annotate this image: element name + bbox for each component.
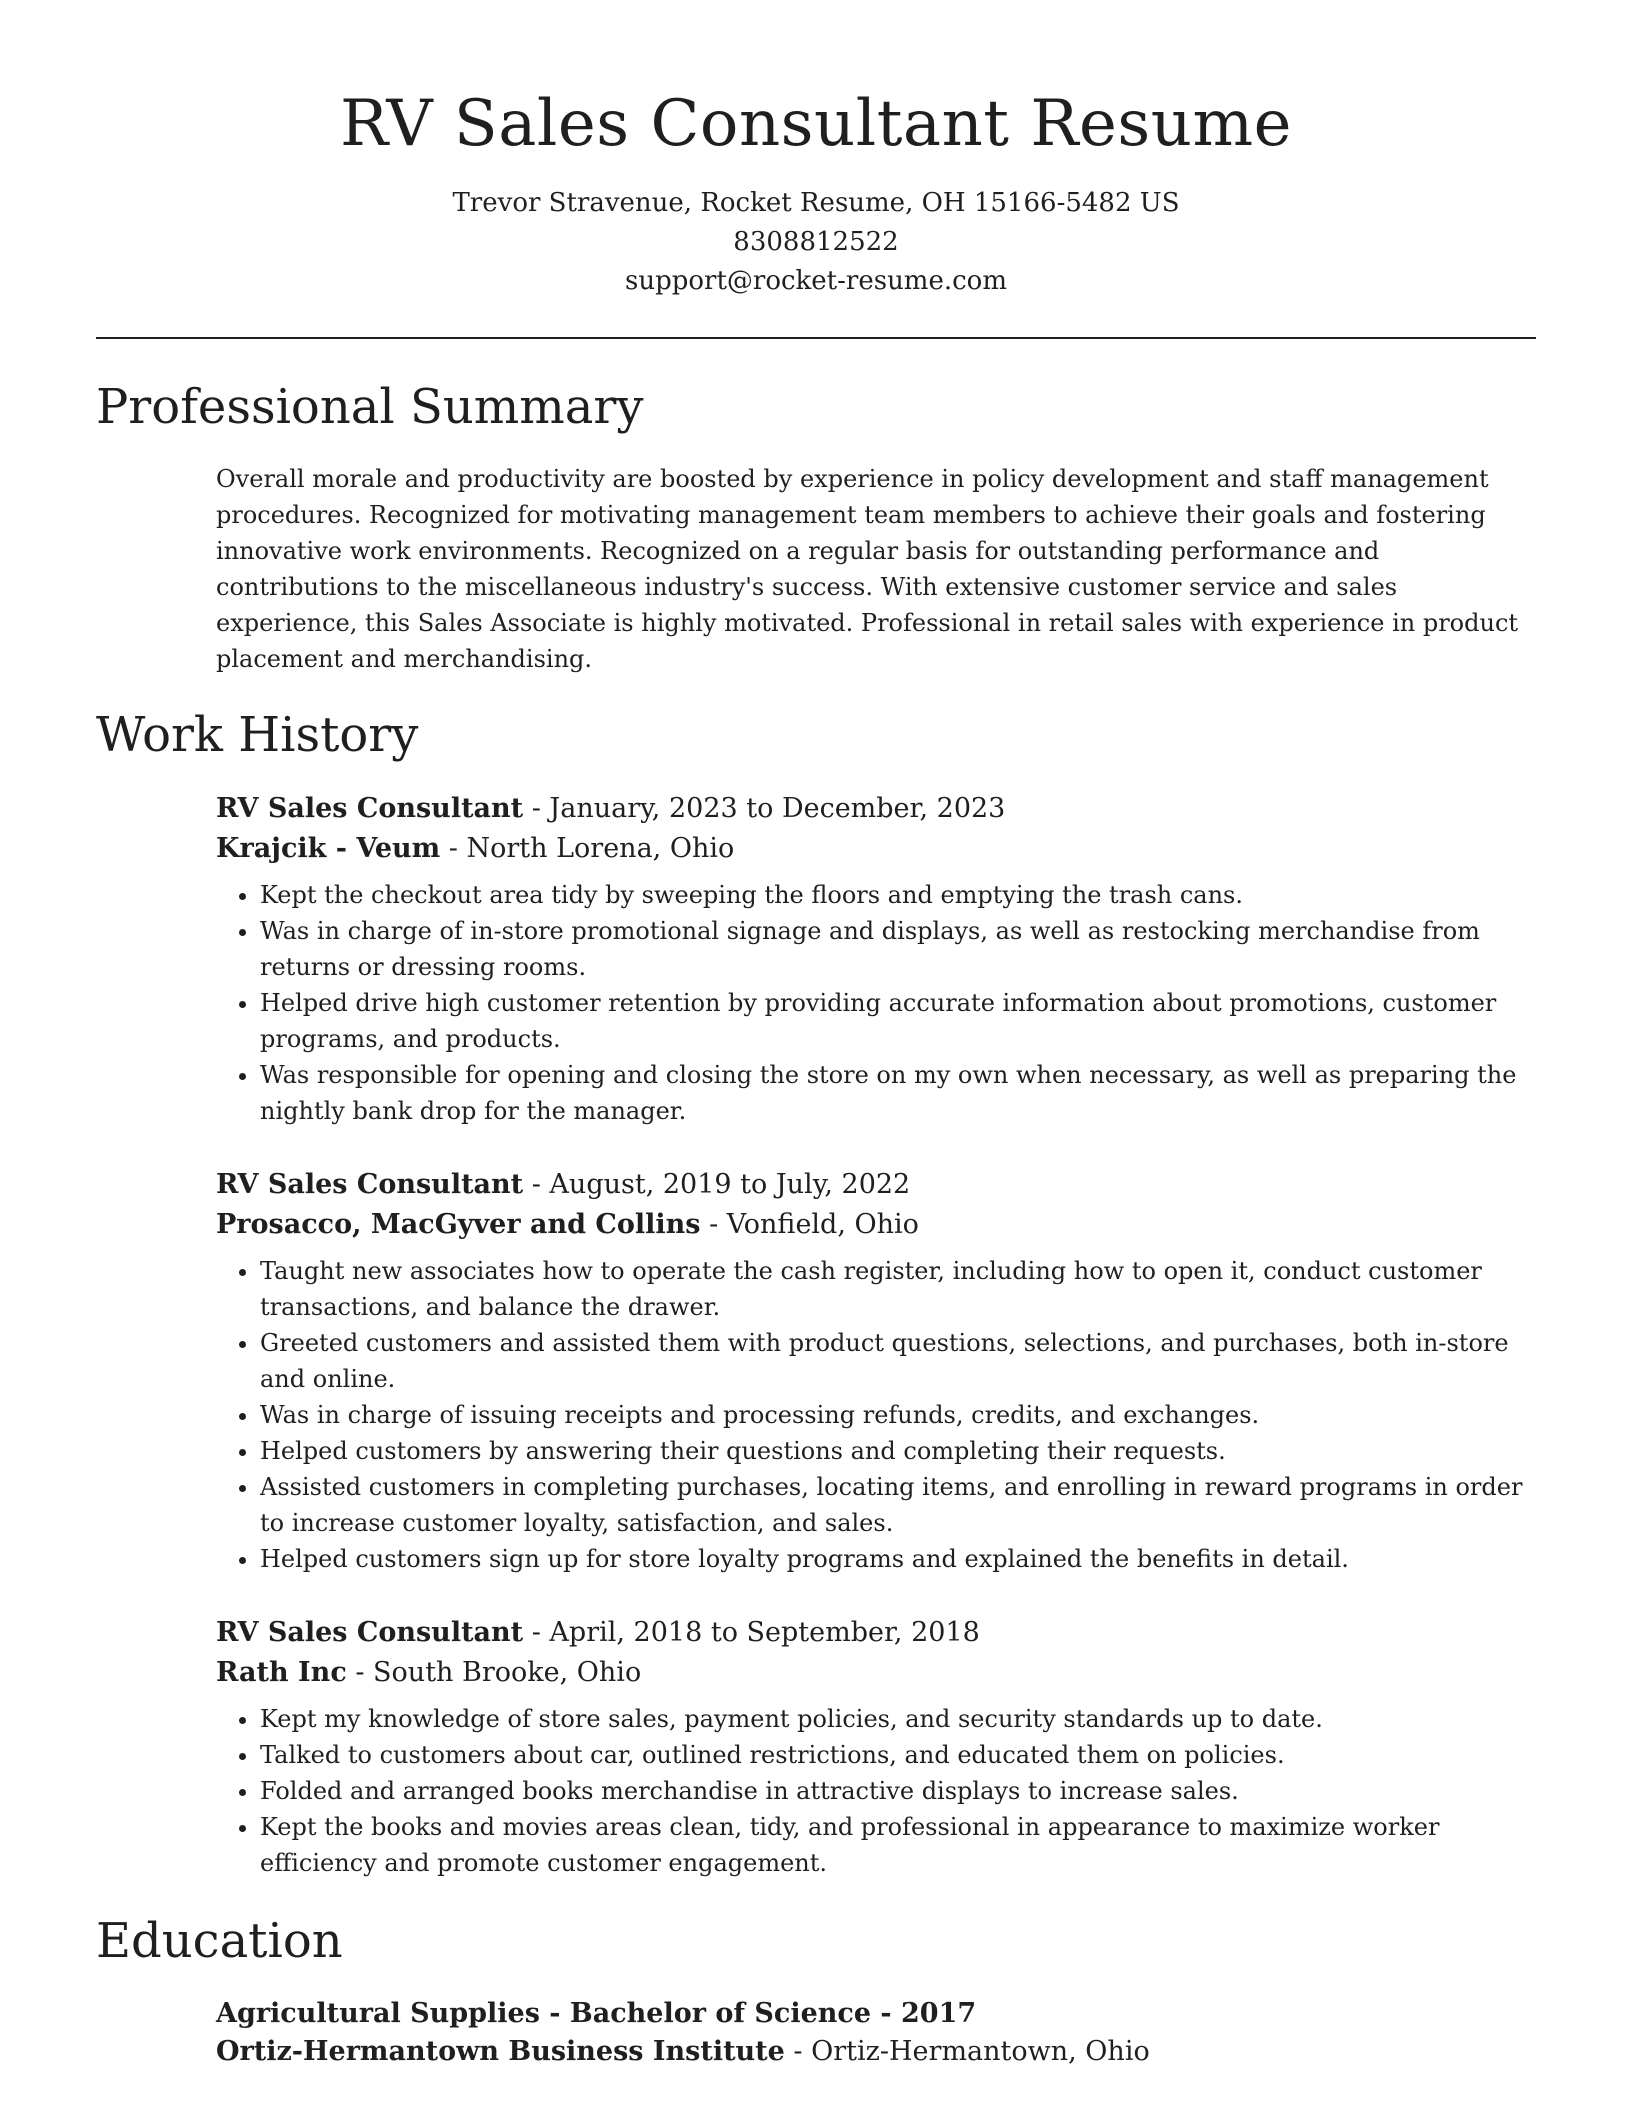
contact-phone: 8308812522 <box>733 227 899 257</box>
contact-email: support@rocket-resume.com <box>624 266 1007 296</box>
education-section <box>96 1913 1536 2071</box>
job-dates: - April, 2018 to September, 2018 <box>523 1617 980 1648</box>
job-bullets <box>216 1701 1536 1881</box>
job-bullet: • Helped customers sign up for store loyalty programs and explained the benefits in detail. <box>260 1541 1536 1577</box>
job-location: - North Lorena, Ohio <box>440 833 735 864</box>
job-bullet: • Taught new associates how to operate the cash register, including how to open it, conduct customer transactions, and balance the drawer. <box>260 1253 1536 1325</box>
job-company-line <box>216 829 1536 869</box>
education-location: - Ortiz-Hermantown, Ohio <box>784 2036 1150 2067</box>
education-school-line <box>216 2033 1536 2071</box>
education-year: - 2017 <box>871 1998 977 2029</box>
section-heading-education: Education <box>96 1913 343 1969</box>
job-bullet: • Assisted customers in completing purchases, locating items, and enrolling in reward programs in order to increase customer loyalty, satisfaction, and sales. <box>260 1469 1536 1541</box>
job-location: - South Brooke, Ohio <box>346 1657 642 1688</box>
contact-address: Trevor Stravenue, Rocket Resume, OH 15166-5482 US <box>452 188 1180 218</box>
job-bullet: • Kept the books and movies areas clean, tidy, and professional in appearance to maximize worker efficiency and promote customer engagement. <box>260 1809 1536 1881</box>
job-bullet: • Was in charge of in-store promotional signage and displays, as well as restocking merchandise from returns or dressing rooms. <box>260 913 1536 985</box>
job-bullet: • Kept the checkout area tidy by sweeping the floors and emptying the trash cans. <box>260 877 1536 913</box>
job-bullet: • Was in charge of issuing receipts and processing refunds, credits, and exchanges. <box>260 1397 1536 1433</box>
education-entry <box>216 1995 1536 2071</box>
job-bullets <box>216 877 1536 1129</box>
contact-block <box>96 184 1536 301</box>
header-divider <box>96 337 1536 339</box>
job-entry <box>216 1165 1536 1577</box>
education-degree-line <box>216 1995 1536 2033</box>
professional-summary-section <box>96 379 1536 677</box>
job-title: RV Sales Consultant <box>216 1617 524 1648</box>
job-company: Rath Inc <box>216 1657 347 1688</box>
job-entry <box>216 1613 1536 1881</box>
job-bullet: • Kept my knowledge of store sales, payment policies, and security standards up to date. <box>260 1701 1536 1737</box>
job-bullets <box>216 1253 1536 1577</box>
section-heading-summary: Professional Summary <box>96 379 644 435</box>
job-company: Prosacco, MacGyver and Collins <box>216 1209 701 1240</box>
education-school: Ortiz-Hermantown Business Institute <box>216 2036 785 2067</box>
education-degree: - Bachelor of Science <box>539 1998 872 2029</box>
job-title: RV Sales Consultant <box>216 1169 524 1200</box>
section-heading-work: Work History <box>96 707 419 763</box>
job-title-line <box>216 1613 1536 1653</box>
summary-text: Overall morale and productivity are boosted by experience in policy development and staff management procedures. Recognized for motivating management team members to achieve their goals and fostering innovative work environments. Recognized on a regular basis for outstanding performance and contributions to the miscellaneous industry's success. With extensive customer service and sales experience, this Sales Associate is highly motivated. Professional in retail sales with experience in product placement and merchandising. <box>216 465 1519 673</box>
education-field: Agricultural Supplies <box>216 1998 540 2029</box>
resume-title: RV Sales Consultant Resume <box>339 87 1293 161</box>
job-entry <box>216 789 1536 1129</box>
job-dates: - August, 2019 to July, 2022 <box>523 1169 911 1200</box>
job-company-line <box>216 1205 1536 1245</box>
job-bullet: • Helped customers by answering their questions and completing their requests. <box>260 1433 1536 1469</box>
job-location: - Vonfield, Ohio <box>700 1209 919 1240</box>
job-title-line <box>216 789 1536 829</box>
job-dates: - January, 2023 to December, 2023 <box>523 793 1006 824</box>
job-bullet: • Was responsible for opening and closing the store on my own when necessary, as well as preparing the nightly bank drop for the manager. <box>260 1057 1536 1129</box>
job-title-line <box>216 1165 1536 1205</box>
job-bullet: • Helped drive high customer retention by providing accurate information about promotions, customer programs, and products. <box>260 985 1536 1057</box>
job-title: RV Sales Consultant <box>216 793 524 824</box>
job-bullet: • Folded and arranged books merchandise in attractive displays to increase sales. <box>260 1773 1536 1809</box>
job-bullet: • Talked to customers about car, outlined restrictions, and educated them on policies. <box>260 1737 1536 1773</box>
resume-page <box>96 0 1536 2071</box>
work-history-section <box>96 707 1536 1881</box>
job-bullet: • Greeted customers and assisted them with product questions, selections, and purchases, both in-store and online. <box>260 1325 1536 1397</box>
job-company: Krajcik - Veum <box>216 833 441 864</box>
job-company-line <box>216 1653 1536 1693</box>
job-list <box>216 789 1536 1881</box>
